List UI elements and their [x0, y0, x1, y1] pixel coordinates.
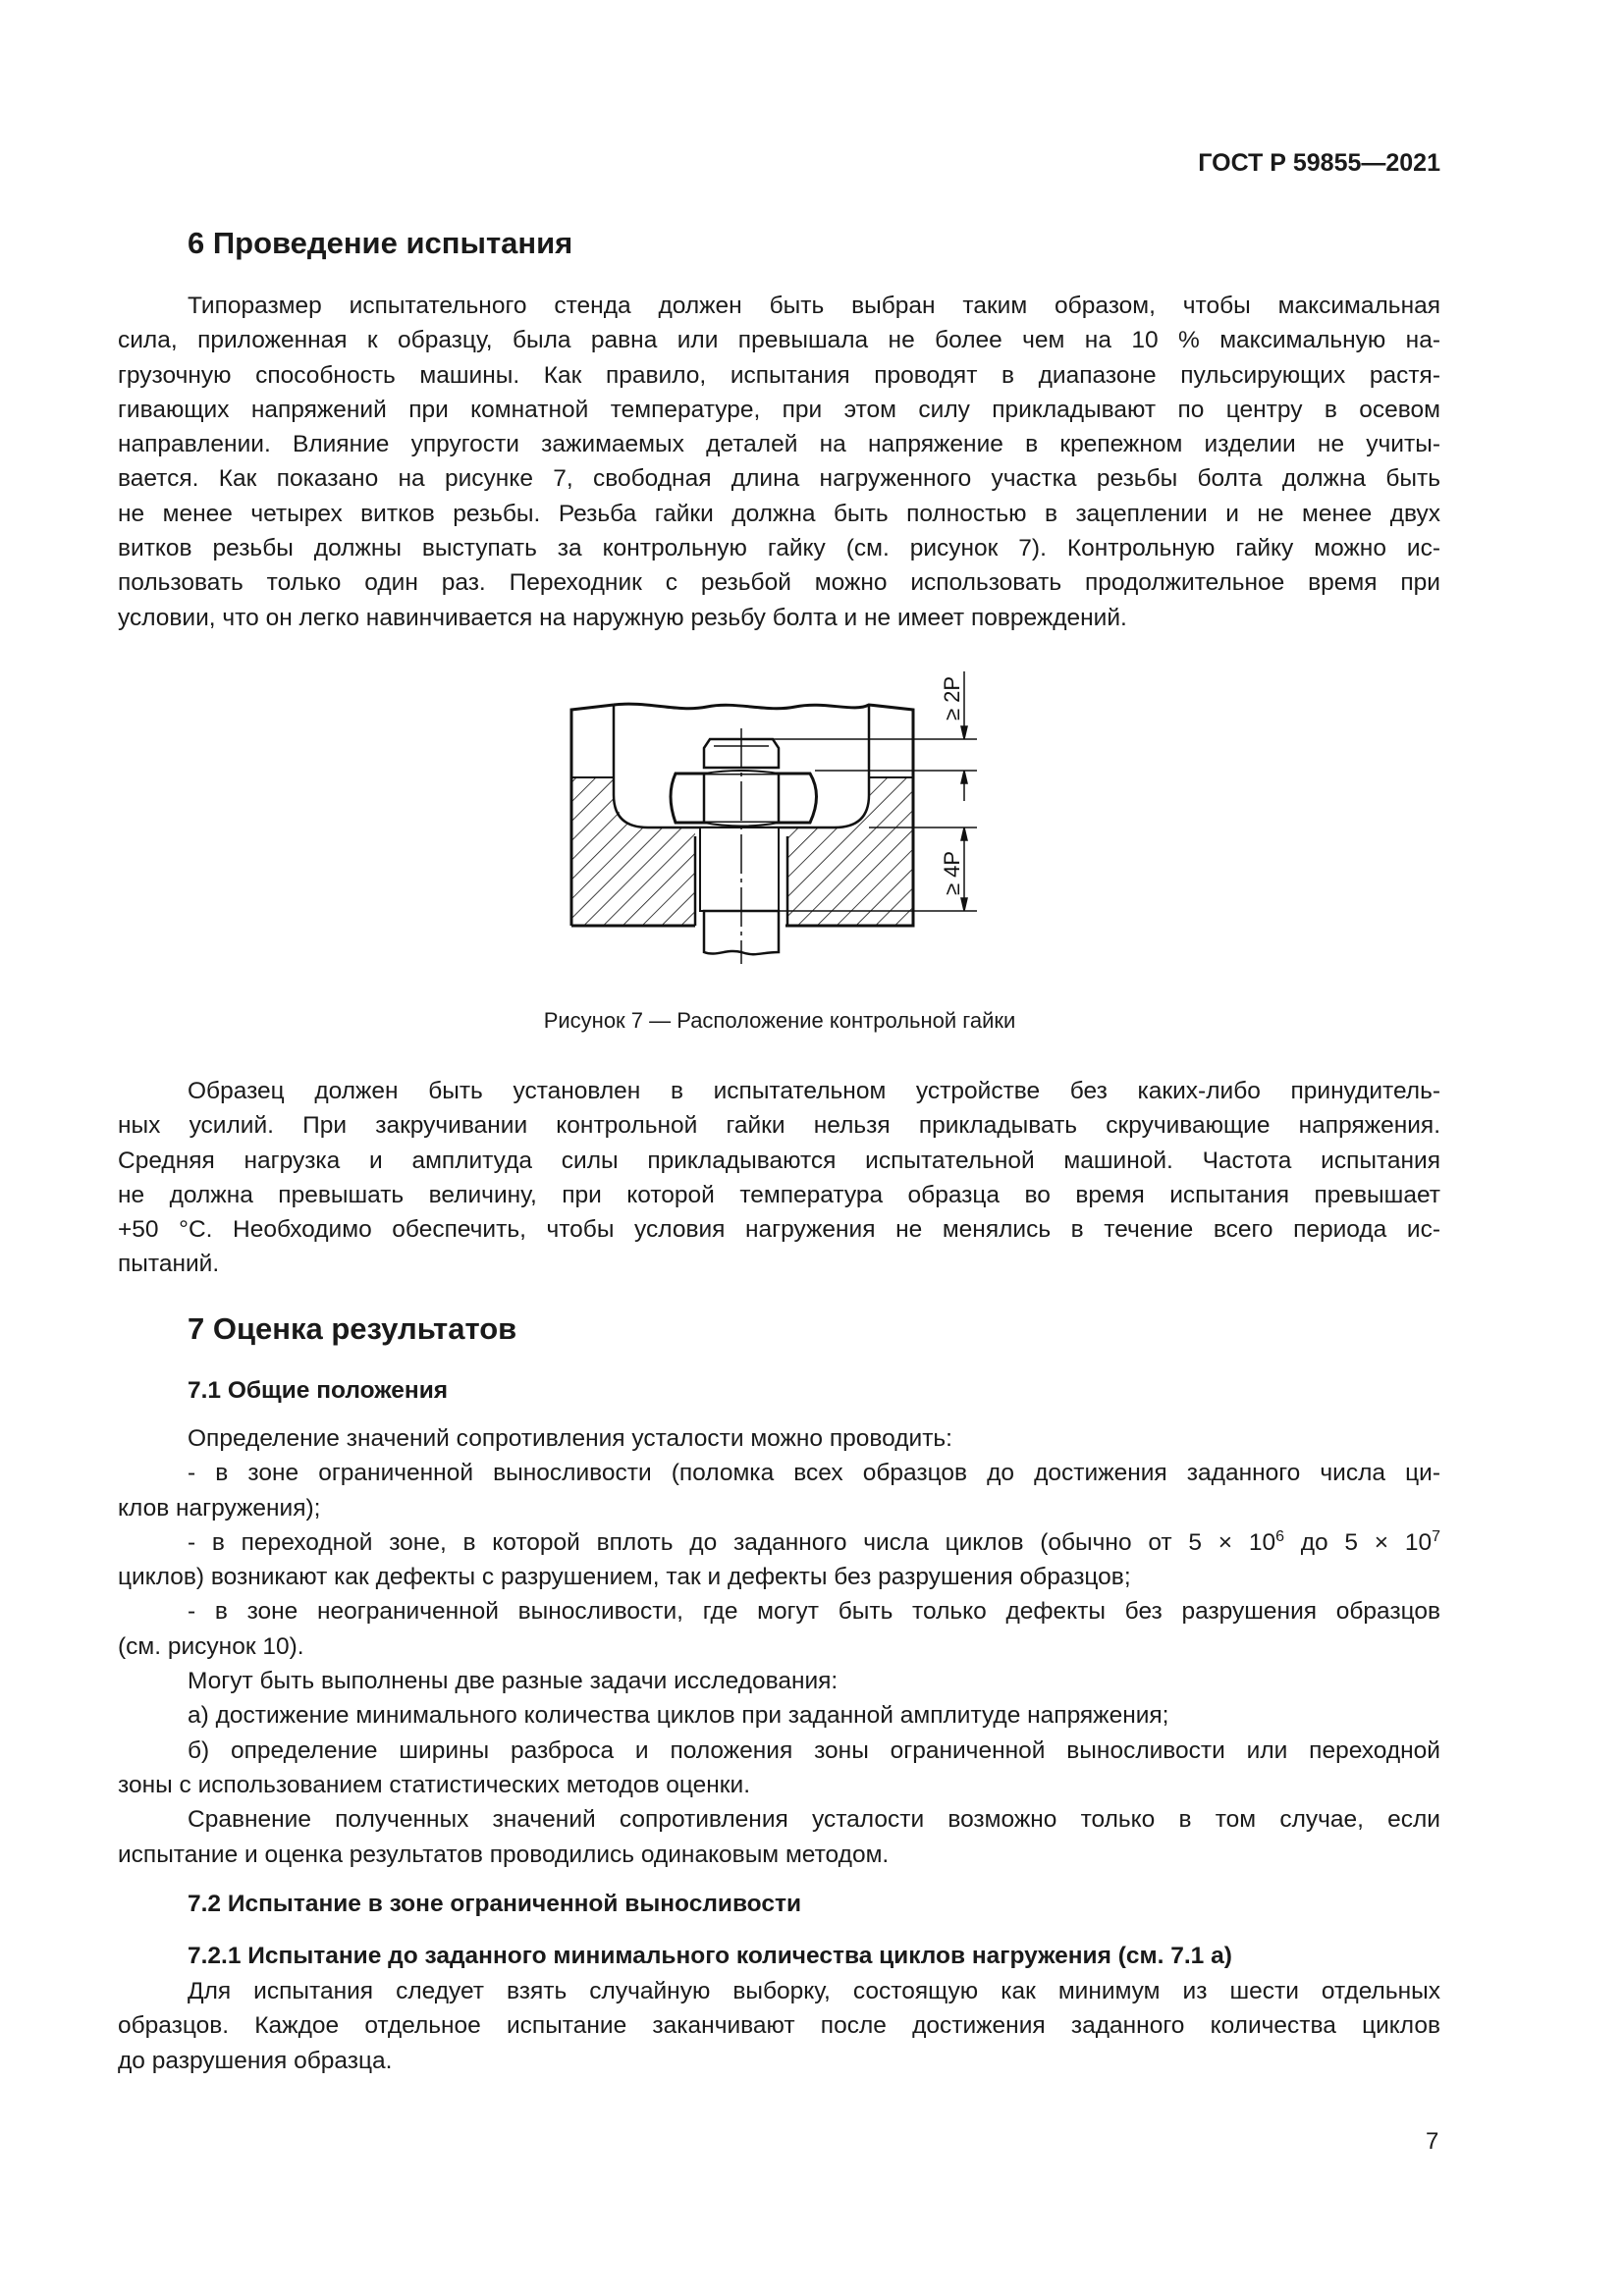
exponent: 6 — [1275, 1527, 1284, 1545]
figure-7-drawing — [560, 658, 1011, 991]
dimension-label-2p: ≥ 2P — [940, 675, 964, 721]
subsection-7-2-1-body — [118, 1974, 1440, 2078]
control-nut — [671, 771, 818, 827]
text-line: циклов) возникают как дефекты с разрушением, так и дефекты без разрушения образцов; — [118, 1564, 1131, 1591]
text-line: а) достижение минимального количества циклов при заданной амплитуде напряжения; — [188, 1702, 1169, 1730]
text-line: гивающих напряжений при комнатной температуре, при этом силу прикладывают по центру в осевом — [118, 396, 1440, 423]
section-6-heading: 6 Проведение испытания — [188, 226, 573, 260]
figure-7-caption: Рисунок 7 — Расположение контрольной гайки — [543, 1008, 1016, 1033]
section-6-paragraph-2 — [118, 1074, 1440, 1282]
text-line: не менее четырех витков резьбы. Резьба гайки должна быть полностью в зацеплении и не менее двух — [118, 500, 1440, 527]
text-line: грузочную способность машины. Как правило, испытания проводят в диапазоне пульсирующих растя- — [118, 361, 1440, 389]
text-line: клов нагружения); — [118, 1494, 321, 1522]
text-line: витков резьбы должны выступать за контрольную гайку (см. рисунок 7). Контрольную гайку можно ис- — [118, 535, 1440, 562]
section-6-paragraph-1 — [118, 289, 1440, 635]
text-line: образцов. Каждое отдельное испытание заканчивают после достижения заданного количества циклов — [118, 2012, 1440, 2040]
text-line: Сравнение полученных значений сопротивления усталости возможно только в том случае, если — [188, 1806, 1440, 1834]
text-line: направлении. Влияние упругости зажимаемых деталей на напряжение в крепежном изделии не учиты- — [118, 431, 1440, 458]
subsection-7-1-body — [118, 1421, 1440, 1872]
text-line: не должна превышать величину, при которой температура образца во время испытания превышает — [118, 1181, 1440, 1208]
text-line: б) определение ширины разброса и положения зоны ограниченной выносливости или переходной — [188, 1736, 1440, 1764]
text-line: +50 °C. Необходимо обеспечить, чтобы условия нагружения не менялись в течение всего периода ис- — [118, 1216, 1440, 1244]
text-line: - в зоне ограниченной выносливости (поломка всех образцов до достижения заданного числа ци- — [188, 1460, 1440, 1487]
text-line: - в зоне неограниченной выносливости, где могут быть только дефекты без разрушения образцов — [188, 1598, 1440, 1626]
text-line: Типоразмер испытательного стенда должен быть выбран таким образом, чтобы максимальная — [188, 293, 1440, 319]
text-fragment: - в переходной зоне, в которой вплоть до заданного числа циклов (обычно от 5 × 10 — [188, 1528, 1276, 1556]
text-line: Определение значений сопротивления усталости можно проводить: — [188, 1425, 952, 1452]
text-line: Могут быть выполнены две разные задачи исследования: — [188, 1668, 839, 1695]
text-line: (см. рисунок 10). — [118, 1632, 304, 1660]
subsection-7-2-1-heading: 7.2.1 Испытание до заданного минимального количества циклов нагружения (см. 7.1 а) — [188, 1943, 1232, 1969]
text-line: пытаний. — [118, 1251, 220, 1278]
text-line: до разрушения образца. — [118, 2047, 393, 2074]
text-line: Для испытания следует взять случайную выборку, состоящую как минимум из шести отдельных — [188, 1978, 1440, 2004]
dimension-label-4p: ≥ 4P — [940, 850, 964, 895]
text-line: Образец должен быть установлен в испытательном устройстве без каких-либо принудитель- — [188, 1078, 1440, 1104]
subsection-7-2-heading: 7.2 Испытание в зоне ограниченной выносливости — [188, 1891, 802, 1917]
text-fragment: до 5 × 10 — [1283, 1528, 1433, 1556]
text-line: испытание и оценка результатов проводились одинаковым методом. — [118, 1841, 890, 1868]
text-line: пользовать только один раз. Переходник с резьбой можно использовать продолжительное время при — [118, 569, 1440, 597]
text-line: вается. Как показано на рисунке 7, свободная длина нагруженного участка резьбы болта должна быть — [118, 465, 1440, 493]
subsection-7-1-heading: 7.1 Общие положения — [188, 1377, 449, 1404]
section-7-heading: 7 Оценка результатов — [188, 1311, 517, 1346]
text-line: условии, что он легко навинчивается на наружную резьбу болта и не имеет повреждений. — [118, 604, 1127, 631]
text-line — [118, 1525, 1440, 1560]
text-line: ных усилий. При закручивании контрольной гайки нельзя прикладывать скручивающие напряжения. — [118, 1112, 1440, 1140]
text-line: Средняя нагрузка и амплитуда силы прикладываются испытательной машиной. Частота испытания — [118, 1147, 1440, 1174]
text-line: зоны с использованием статистических методов оценки. — [118, 1771, 751, 1798]
exponent: 7 — [1432, 1527, 1440, 1545]
document-id: ГОСТ Р 59855—2021 — [1198, 149, 1440, 177]
text-line: сила, приложенная к образцу, была равна или превышала не более чем на 10 % максимальную на- — [118, 327, 1440, 354]
page-number: 7 — [1426, 2128, 1439, 2155]
